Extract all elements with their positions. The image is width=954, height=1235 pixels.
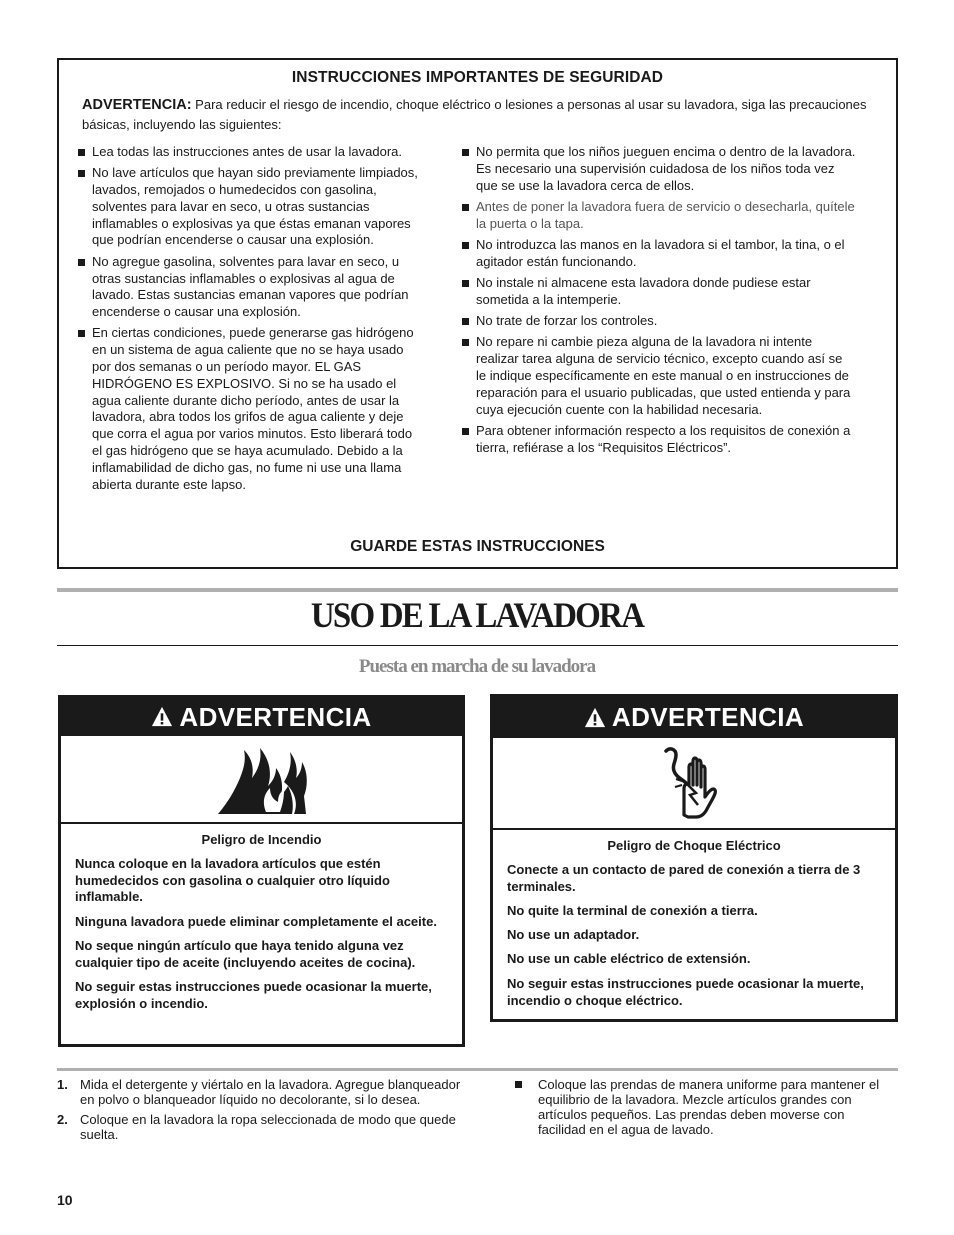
list-item: [57, 1077, 462, 1107]
section-divider: [57, 588, 898, 592]
safety-intro-label: ADVERTENCIA:: [82, 97, 192, 113]
list-item: Coloque las prendas de manera uniforme para mantener el equilibrio de la lavadora. Mezcle artículos grandes con artículos pequeños. Las prendas deben moverse con facilidad en el agua de lavado.: [514, 1077, 894, 1137]
warning-text: No seguir estas instrucciones puede ocasionar la muerte, explosión o incendio.: [75, 979, 432, 1011]
list-item: [57, 1112, 462, 1142]
warning-header-label: ADVERTENCIA: [611, 702, 805, 732]
safety-right-column: [461, 144, 856, 461]
safety-item: No permita que los niños jueguen encima o dentro de la lavadora. Es necesario una supervisión cuidadosa de los niños toda vez que se use la lavadora cerca de ellos.: [461, 144, 856, 194]
electric-shock-hand-icon: [662, 745, 726, 821]
warning-body: [493, 830, 895, 1009]
hazard-title: Peligro de Choque Eléctrico: [607, 838, 781, 853]
warning-header: [493, 697, 895, 738]
warning-icon-area: [493, 738, 895, 830]
section-divider: [57, 1068, 898, 1071]
warning-text: Ninguna lavadora puede eliminar completamente el aceite.: [75, 913, 437, 929]
safety-item: Para obtener información respecto a los requisitos de conexión a tierra, refiérase a los “Requisitos Eléctricos”.: [461, 423, 856, 457]
safety-item: Lea todas las instrucciones antes de usar la lavadora.: [77, 144, 422, 161]
steps-list: [57, 1077, 462, 1147]
safety-item: No trate de forzar los controles.: [461, 313, 856, 330]
step-number: 2.: [57, 1112, 68, 1127]
warning-text: Conecte a un contacto de pared de conexión a tierra de 3 terminales.: [507, 861, 861, 894]
safety-footer: GUARDE ESTAS INSTRUCCIONES: [350, 538, 605, 555]
fire-icon: [214, 742, 310, 816]
warning-triangle-icon: [151, 706, 173, 728]
warning-text: No quite la terminal de conexión a tierra.: [507, 902, 758, 918]
safety-item: En ciertas condiciones, puede generarse gas hidrógeno en un sistema de agua caliente que no se haya usado por dos semanas o un período mayor. EL GAS HIDRÓGENO ES EXPLOSIVO. Si no se ha usado el agua caliente durante dicho período, antes de usar la lavadora, abra todos los grifos de agua caliente y deje que corra el agua por varios minutos. Esto liberará todo el gas hidrógeno que se haya acumulado. Debido a la inflamabilidad de dicho gas, no fume ni use una llama abierta durante este lapso.: [77, 325, 422, 493]
warning-icon-area: [61, 736, 462, 824]
warning-header-label: ADVERTENCIA: [179, 701, 372, 732]
safety-item: No repare ni cambie pieza alguna de la lavadora ni intente realizar tarea alguna de servicio técnico, excepto cuando así se le indique específicamente en este manual o en instrucciones de reparación para el usuario publicadas, que usted entienda y para cuya ejecución cuente con la habilidad necesaria.: [461, 334, 856, 418]
page-title: USO DE LA LAVADORA: [310, 596, 644, 636]
fire-warning-box: [58, 695, 465, 1047]
warning-text: No use un adaptador.: [507, 927, 640, 943]
warning-header: [61, 698, 462, 736]
safety-item: No agregue gasolina, solventes para lavar en seco, u otras sustancias inflamables o explosivas al agua de lavado. Estas sustancias emanan vapores que podrían encenderse o causar una explosión.: [77, 254, 422, 321]
safety-item: Antes de poner la lavadora fuera de servicio o desecharla, quítele la puerta o la tapa.: [461, 199, 856, 233]
page-number: 10: [57, 1192, 73, 1208]
shock-warning-box: [490, 694, 898, 1022]
safety-title: INSTRUCCIONES IMPORTANTES DE SEGURIDAD: [291, 69, 664, 86]
warning-text: Nunca coloque en la lavadora artículos que estén humedecidos con gasolina o cualquier otro líquido inflamable.: [75, 855, 390, 905]
warning-body: [61, 824, 462, 1013]
hazard-title: Peligro de Incendio: [201, 832, 322, 847]
safety-intro-text: Para reducir el riesgo de incendio, choque eléctrico o lesiones a personas al usar su lavadora, siga las precauciones básicas, incluyendo las siguientes:: [82, 97, 867, 132]
step-text: Mida el detergente y viértalo en la lavadora. Agregue blanqueador en polvo o blanqueador líquido no decolorante, si lo desea.: [80, 1077, 461, 1107]
safety-item: No instale ni almacene esta lavadora donde pudiese estar sometida a la intemperie.: [461, 275, 856, 309]
step-text: Coloque en la lavadora la ropa seleccionada de modo que quede suelta.: [80, 1112, 456, 1142]
warning-triangle-icon: [584, 707, 606, 729]
safety-item: No lave artículos que hayan sido previamente limpiados, lavados, remojados o humedecidos con gasolina, solventes para lavar en seco, u otras sustancias inflamables o explosivas ya que éstas emanan vapores que podrían encenderse o causar una explosión.: [77, 165, 422, 249]
safety-intro: [82, 95, 872, 134]
safety-left-column: [77, 144, 422, 498]
warning-text: No use un cable eléctrico de extensión.: [507, 951, 751, 967]
safety-item: No introduzca las manos en la lavadora si el tambor, la tina, o el agitador están funcionando.: [461, 237, 856, 271]
safety-instructions-box: [57, 58, 898, 569]
step-number: 1.: [57, 1077, 68, 1092]
tips-list: [514, 1077, 894, 1137]
title-underline: [57, 645, 898, 646]
warning-text: No seguir estas instrucciones puede ocasionar la muerte, incendio o choque eléctrico.: [507, 975, 864, 1008]
warning-text: No seque ningún artículo que haya tenido alguna vez cualquier tipo de aceite (incluyendo aceites de cocina).: [75, 937, 416, 970]
section-subtitle: Puesta en marcha de su lavadora: [358, 656, 596, 677]
